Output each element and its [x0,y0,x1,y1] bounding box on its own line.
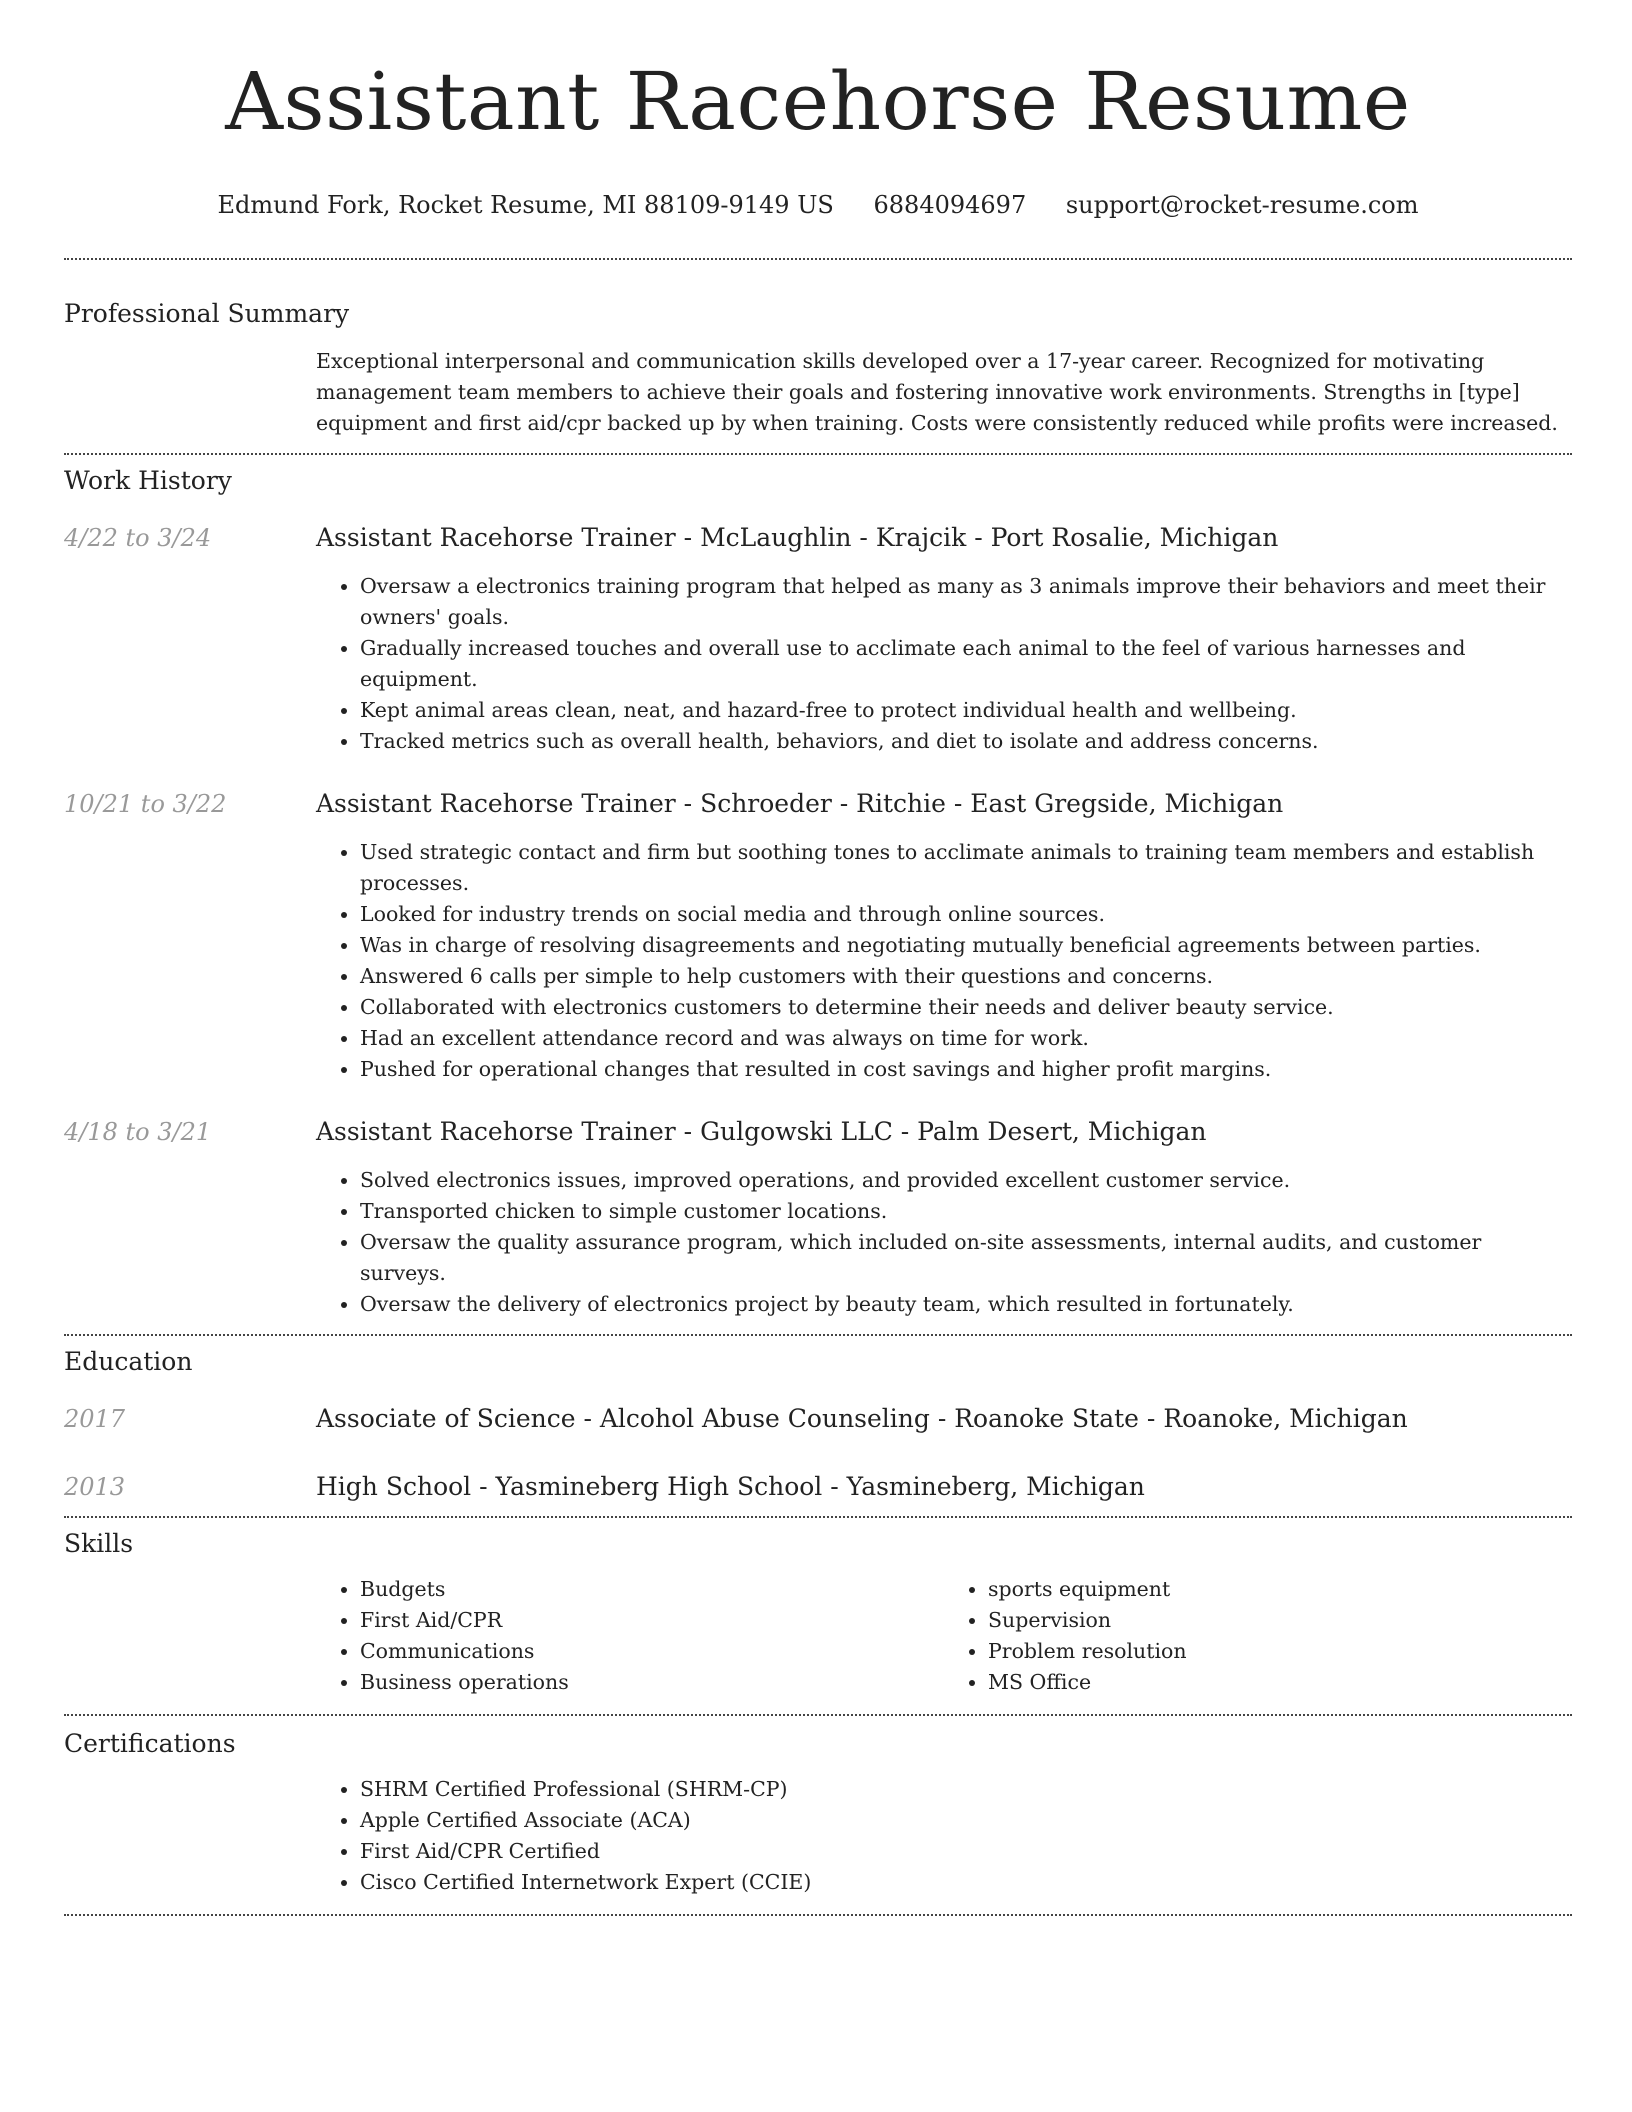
certifications-list [316,1774,1572,1898]
job-bullet: • Oversaw a electronics training program that helped as many as 3 animals improve their behaviors and meet their owners' goals. [360,571,1572,633]
skill-item: • Business operations [360,1667,944,1698]
certification-item: • First Aid/CPR Certified [360,1836,1572,1867]
skill-item: • MS Office [988,1667,1572,1698]
job-bullet: • Oversaw the delivery of electronics project by beauty team, which resulted in fortunately. [360,1289,1572,1320]
contact-email: support@rocket-resume.com [1065,191,1419,219]
skills-list-right [944,1574,1572,1698]
section-divider [64,453,1572,455]
resume-title: Assistant Racehorse Resume [225,55,1411,148]
job-bullet: • Transported chicken to simple customer locations. [360,1196,1572,1227]
certification-item: • Apple Certified Associate (ACA) [360,1805,1572,1836]
education-entry [64,1472,1572,1502]
section-divider [64,1334,1572,1336]
skill-item: • Budgets [360,1574,944,1605]
education-section [64,1346,1572,1502]
job-bullet: • Answered 6 calls per simple to help customers with their questions and concerns. [360,961,1572,992]
summary-section [64,298,1572,439]
job-title: Assistant Racehorse Trainer - McLaughlin - Krajcik - Port Rosalie, Michigan [316,523,1279,552]
section-divider [64,1714,1572,1716]
section-divider [64,1516,1572,1518]
job-bullet: • Pushed for operational changes that resulted in cost savings and higher profit margins. [360,1054,1572,1085]
work-history-section [64,465,1572,1320]
certification-item: • Cisco Certified Internetwork Expert (CCIE) [360,1867,1572,1898]
contact-address: Edmund Fork, Rocket Resume, MI 88109-9149 US [217,191,834,219]
section-divider [64,1914,1572,1916]
summary-text: Exceptional interpersonal and communication skills developed over a 17-year career. Recognized for motivating management team members to achieve their goals and fostering innovative work environments. Strengths in [type] equipment and first aid/cpr backed up by when training. Costs were consistently reduced while profits were increased. [316,349,1558,435]
job-bullet: • Looked for industry trends on social media and through online sources. [360,899,1572,930]
job-bullets [316,571,1572,757]
job-bullet: • Kept animal areas clean, neat, and hazard-free to protect individual health and wellbeing. [360,695,1572,726]
education-degree: Associate of Science - Alcohol Abuse Counseling - Roanoke State - Roanoke, Michigan [316,1404,1408,1433]
work-history-heading: Work History [64,466,232,495]
job-bullet: • Solved electronics issues, improved operations, and provided excellent customer service. [360,1165,1572,1196]
job-bullet: • Was in charge of resolving disagreements and negotiating mutually beneficial agreements between parties. [360,930,1572,961]
education-year: 2017 [64,1405,126,1433]
job-bullet: • Oversaw the quality assurance program, which included on-site assessments, internal audits, and customer surveys. [360,1227,1572,1289]
summary-heading: Professional Summary [64,299,350,328]
job-bullet: • Tracked metrics such as overall health, behaviors, and diet to isolate and address concerns. [360,726,1572,757]
skill-item: • First Aid/CPR [360,1605,944,1636]
certifications-heading: Certifications [64,1729,236,1758]
certifications-section [64,1728,1572,1898]
skill-item: • Supervision [988,1605,1572,1636]
job-entry [64,789,1572,1085]
job-dates: 4/18 to 3/21 [64,1118,212,1146]
job-dates: 10/21 to 3/22 [64,790,227,818]
job-bullet: • Collaborated with electronics customers to determine their needs and deliver beauty service. [360,992,1572,1023]
certification-item: • SHRM Certified Professional (SHRM-CP) [360,1774,1572,1805]
education-heading: Education [64,1347,193,1376]
job-bullets [316,837,1572,1085]
skills-list-left [316,1574,944,1698]
contact-line [64,190,1572,220]
skills-heading: Skills [64,1529,134,1558]
skill-item: • Communications [360,1636,944,1667]
section-divider [64,258,1572,260]
job-bullets [316,1165,1572,1320]
job-title: Assistant Racehorse Trainer - Schroeder - Ritchie - East Gregside, Michigan [316,789,1284,818]
education-entry [64,1404,1572,1434]
resume-page [64,0,1572,1916]
skills-section [64,1528,1572,1698]
skill-item: • Problem resolution [988,1636,1572,1667]
job-dates: 4/22 to 3/24 [64,524,212,552]
job-bullet: • Used strategic contact and firm but soothing tones to acclimate animals to training team members and establish processes. [360,837,1572,899]
job-bullet: • Gradually increased touches and overall use to acclimate each animal to the feel of various harnesses and equipment. [360,633,1572,695]
job-bullet: • Had an excellent attendance record and was always on time for work. [360,1023,1572,1054]
job-entry [64,1117,1572,1320]
job-title: Assistant Racehorse Trainer - Gulgowski LLC - Palm Desert, Michigan [316,1117,1207,1146]
contact-phone: 6884094697 [873,191,1027,219]
education-degree: High School - Yasmineberg High School - Yasmineberg, Michigan [316,1472,1145,1501]
skills-grid [316,1574,1572,1698]
education-year: 2013 [64,1473,126,1501]
skill-item: • sports equipment [988,1574,1572,1605]
job-entry [64,523,1572,757]
